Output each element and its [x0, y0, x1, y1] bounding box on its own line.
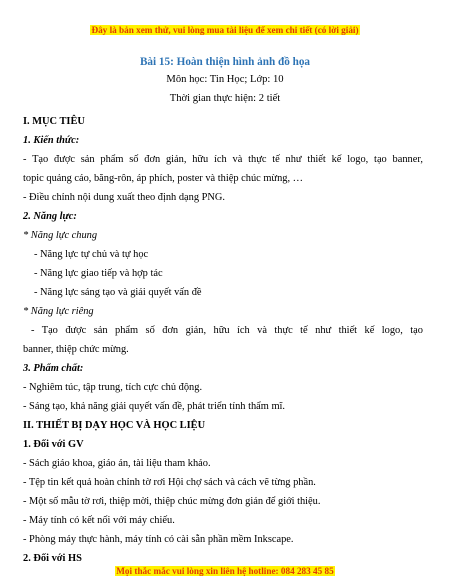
general-ability-item: - Năng lực sáng tạo và giải quyết vấn đề: [34, 287, 202, 298]
specific-ability-line: banner, thiệp chức mừng.: [23, 344, 129, 355]
general-ability-item: - Năng lực tự chủ và tự học: [34, 249, 149, 260]
general-ability-item: - Năng lực giao tiếp và hợp tác: [34, 268, 163, 279]
hotline-banner: [0, 566, 450, 576]
student-heading: 2. Đối với HS: [23, 553, 82, 564]
knowledge-heading: 1. Kiến thức:: [23, 135, 80, 146]
teacher-item: - Tệp tin kết quả hoàn chỉnh tờ rơi Hội chợ sách và cách vẽ từng phần.: [23, 477, 316, 488]
knowledge-line: - Điều chỉnh nội dung xuất theo định dạng PNG.: [23, 192, 226, 203]
knowledge-line: - Tạo được sản phẩm số đơn giản, hữu ích và thực tế như thiết kế logo, tạo banner,: [23, 154, 423, 165]
lesson-title: Bài 15: Hoàn thiện hình ảnh đồ họa: [139, 56, 311, 68]
specific-ability-heading: * Năng lực riêng: [23, 306, 94, 317]
teacher-item: - Phòng máy thực hành, máy tính có cài sẵn phần mềm Inkscape.: [23, 534, 294, 545]
quality-heading: 3. Phẩm chất:: [23, 363, 84, 374]
quality-item: - Sáng tạo, khả năng giải quyết vấn đề, phát triển tính thẩm mĩ.: [23, 401, 286, 412]
teacher-item: - Một số mẫu tờ rơi, thiệp mời, thiệp chúc mừng đơn giản để giới thiệu.: [23, 496, 321, 507]
teacher-item: - Máy tính có kết nối với máy chiếu.: [23, 515, 175, 526]
quality-item: - Nghiêm túc, tập trung, tích cực chủ động.: [23, 382, 203, 393]
preview-notice-text: Đây là bản xem thử, vui lòng mua tài liệu để xem chi tiết (có lời giải): [91, 25, 359, 35]
teacher-heading: 1. Đối với GV: [23, 439, 84, 450]
specific-ability-line: - Tạo được sản phẩm số đơn giản, hữu ích và thực tế như thiết kế logo, tạo: [31, 325, 423, 336]
preview-notice-banner: [0, 25, 450, 35]
section-heading-equipment: II. THIẾT BỊ DẠY HỌC VÀ HỌC LIỆU: [23, 420, 206, 431]
general-ability-heading: * Năng lực chung: [23, 230, 98, 241]
hotline-text: Mọi thắc mắc vui lòng xin liên hệ hotline: 084 283 45 85: [116, 566, 334, 576]
knowledge-line: topic quảng cáo, băng-rôn, áp phích, poster và thiệp chúc mừng, …: [23, 173, 304, 184]
teacher-item: - Sách giáo khoa, giáo án, tài liệu tham khảo.: [23, 458, 211, 469]
ability-heading: 2. Năng lực:: [23, 211, 77, 222]
section-heading-objectives: I. MỤC TIÊU: [23, 116, 85, 127]
time-line: Thời gian thực hiện: 2 tiết: [169, 93, 281, 104]
subject-line: Môn học: Tin Học; Lớp: 10: [166, 74, 284, 85]
